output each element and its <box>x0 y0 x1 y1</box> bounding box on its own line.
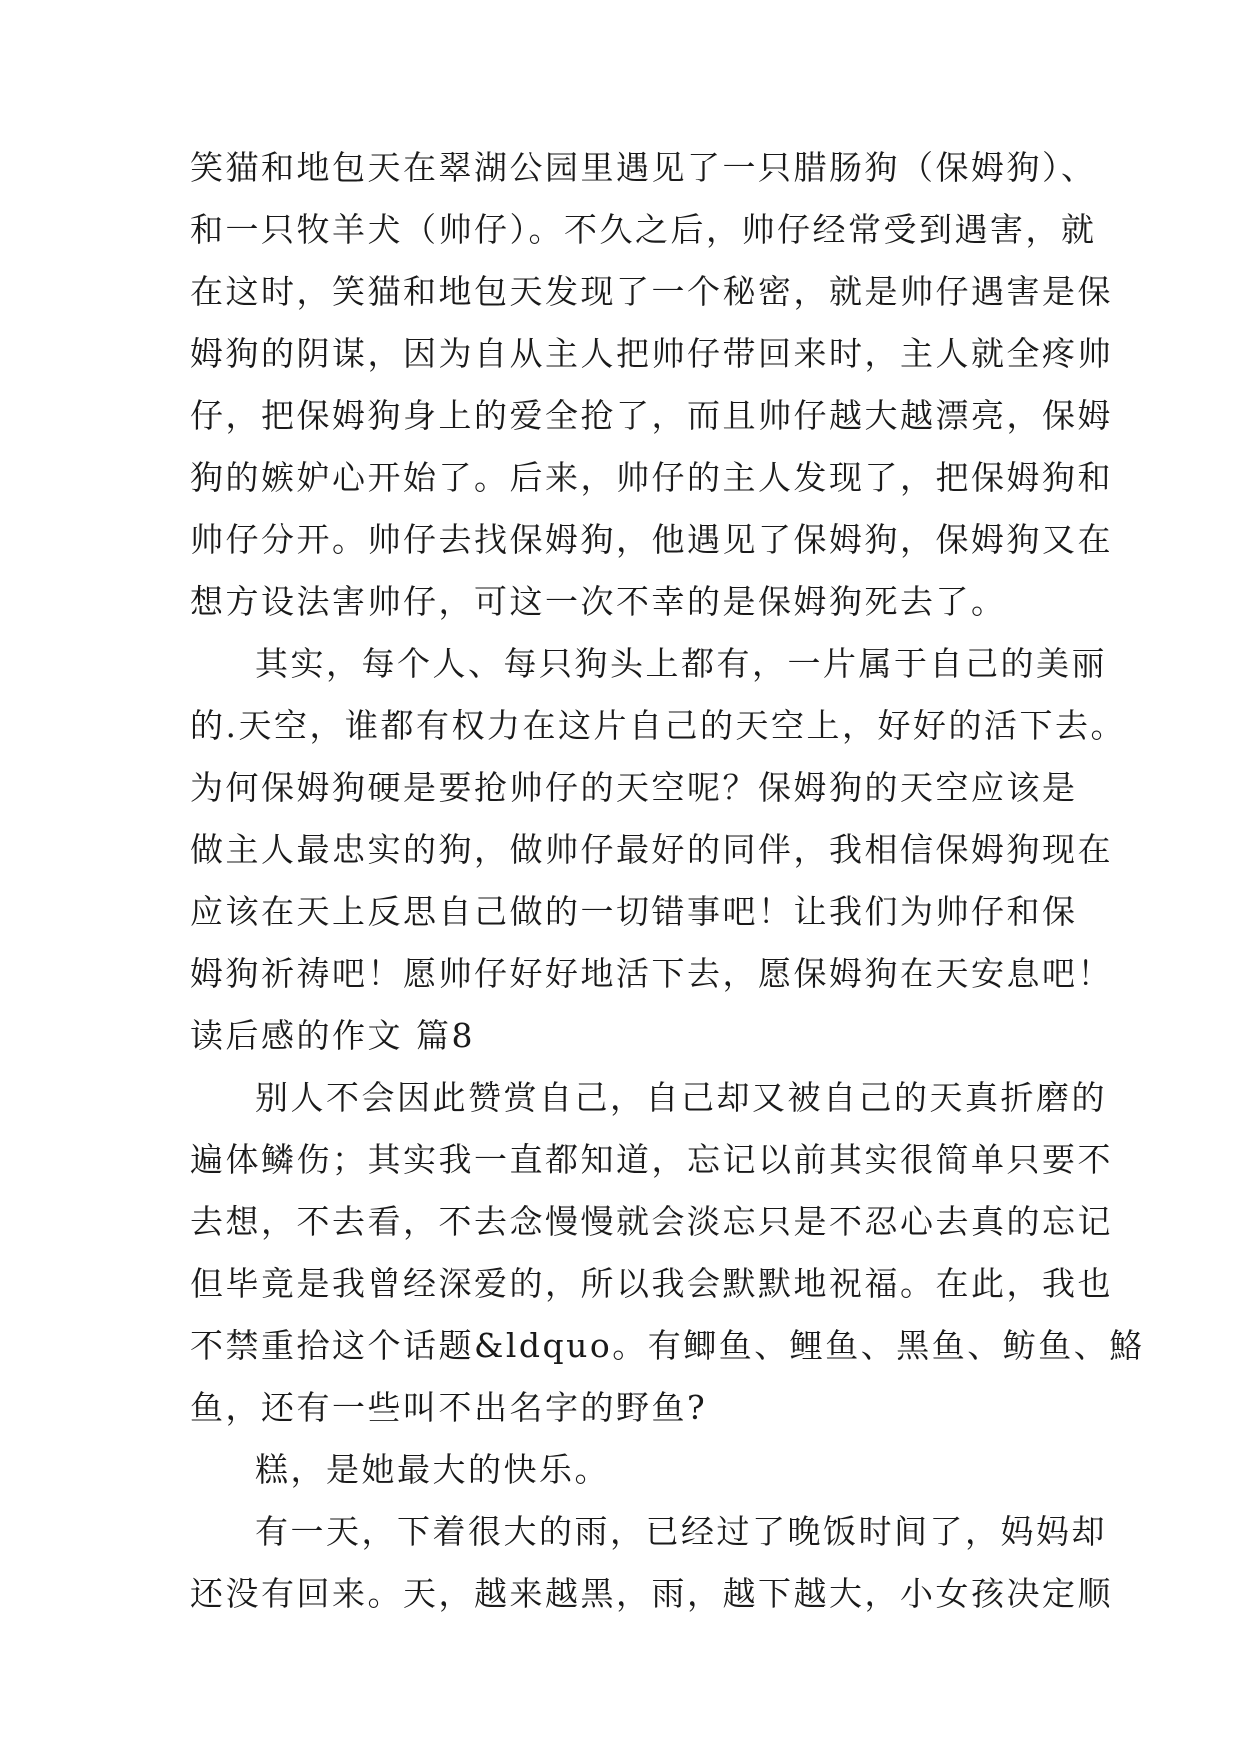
text-line: 姆狗祈祷吧！愿帅仔好好地活下去，愿保姆狗在天安息吧！ <box>190 954 1113 993</box>
text-line: 但毕竟是我曾经深爱的，所以我会默默地祝福。在此，我也 <box>190 1264 1113 1303</box>
text-line: 有一天，下着很大的雨，已经过了晚饭时间了，妈妈却 <box>255 1512 1107 1551</box>
text-line: 仔，把保姆狗身上的爱全抢了，而且帅仔越大越漂亮，保姆 <box>190 396 1113 435</box>
text-line: 不禁重拾这个话题&ldquo。有鲫鱼、鲤鱼、黑鱼、鲂鱼、鮥 <box>190 1326 1145 1365</box>
text-line: 应该在天上反思自己做的一切错事吧！让我们为帅仔和保 <box>190 892 1078 931</box>
text-line: 糕，是她最大的快乐。 <box>255 1450 610 1489</box>
text-line: 做主人最忠实的狗，做帅仔最好的同伴，我相信保姆狗现在 <box>190 830 1113 869</box>
text-line: 为何保姆狗硬是要抢帅仔的天空呢？保姆狗的天空应该是 <box>190 768 1078 807</box>
text-line: 去想，不去看，不去念慢慢就会淡忘只是不忍心去真的忘记 <box>190 1202 1113 1241</box>
text-line: 的.天空，谁都有权力在这片自己的天空上，好好的活下去。 <box>190 706 1126 745</box>
text-line: 姆狗的阴谋，因为自从主人把帅仔带回来时，主人就全疼帅 <box>190 334 1113 373</box>
section-heading: 读后感的作文 篇8 <box>190 1016 475 1055</box>
text-line: 和一只牧羊犬（帅仔）。不久之后，帅仔经常受到遇害，就 <box>190 210 1097 249</box>
text-line: 在这时，笑猫和地包天发现了一个秘密，就是帅仔遇害是保 <box>190 272 1113 311</box>
text-line: 还没有回来。天，越来越黑，雨，越下越大，小女孩决定顺 <box>190 1574 1113 1613</box>
text-line: 遍体鳞伤；其实我一直都知道，忘记以前其实很简单只要不 <box>190 1140 1113 1179</box>
text-line: 帅仔分开。帅仔去找保姆狗，他遇见了保姆狗，保姆狗又在 <box>190 520 1113 559</box>
text-line: 其实，每个人、每只狗头上都有，一片属于自己的美丽 <box>255 644 1107 683</box>
text-line: 鱼，还有一些叫不出名字的野鱼? <box>190 1388 708 1427</box>
text-line: 狗的嫉妒心开始了。后来，帅仔的主人发现了，把保姆狗和 <box>190 458 1113 497</box>
text-line: 想方设法害帅仔，可这一次不幸的是保姆狗死去了。 <box>190 582 1007 621</box>
text-line: 笑猫和地包天在翠湖公园里遇见了一只腊肠狗（保姆狗）、 <box>190 148 1097 187</box>
text-line: 别人不会因此赞赏自己，自己却又被自己的天真折磨的 <box>255 1078 1107 1117</box>
